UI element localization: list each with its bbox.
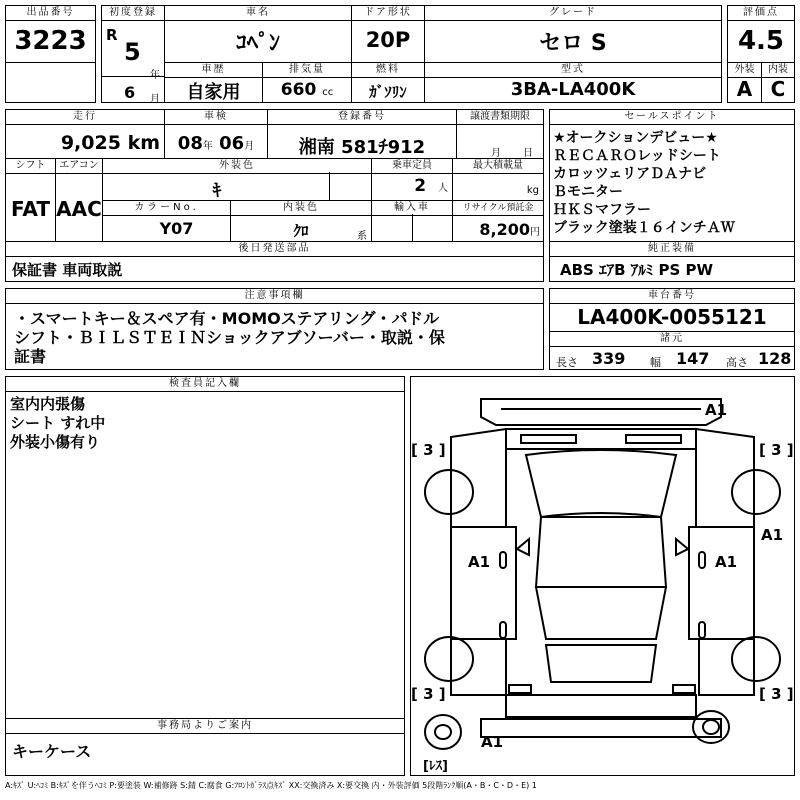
office-label: 事務局よりご案内 [6, 719, 404, 734]
sales-point: ＲＥＣＡＲＯレッドシート [553, 148, 721, 164]
reg-year: 5 [124, 38, 141, 66]
shift-label: シフト [6, 159, 55, 174]
inspection-cell [164, 109, 268, 159]
chassis-cell [549, 288, 795, 332]
office-cell [5, 718, 405, 776]
damage-mark-right-fender: A1 [761, 526, 784, 544]
sales-point: カロッツェリアＤＡナビ [553, 166, 707, 182]
transfer-label: 譲渡書類期限 [457, 110, 543, 125]
door-cell [351, 5, 425, 63]
capacity-cell [371, 158, 453, 201]
later-parts-cell [5, 241, 544, 282]
history: 自家用 [186, 82, 241, 103]
sales-point: ブラック塗装１６インチＡＷ [553, 220, 735, 236]
damage-mark-rear: A1 [481, 733, 504, 751]
inspector-notes: 室内内張傷 シート すれ中 外装小傷有り [10, 395, 106, 451]
legend: A:ｷｽﾞ U:ﾍｺﾐ B:ｷｽﾞを伴うﾍｺﾐ P:要塗装 W:補修跡 S:錆 C:腐食 G:ﾌﾛﾝﾄｶﾞﾗｽ点ｷｽﾞ XX:交換済み X:要交換 内・外装評価 5段階ﾗﾝｸ順(A・B・C・D・E) 1 [5, 781, 537, 790]
shift-cell [5, 158, 56, 242]
tire-mark-rear-right: [ 3 ] [759, 685, 794, 703]
reg-month: 6 [124, 83, 136, 102]
sales-point: ＨＫＳマフラー [553, 202, 651, 218]
fuel-label: 燃料 [352, 63, 424, 78]
car-diagram-cell [410, 376, 795, 776]
history-cell [164, 62, 263, 103]
sales-point: ★オークションデビュー★ [553, 130, 718, 146]
load-label: 最大積載量 [453, 159, 543, 174]
mileage-wrap [6, 132, 164, 158]
tire-mark-rear-left: [ 3 ] [411, 685, 446, 703]
displacement-unit: cc [322, 87, 334, 98]
model-cell [424, 62, 722, 103]
plate: 湘南 581ﾁ912 [298, 137, 426, 158]
score-label: 評価点 [728, 6, 794, 21]
car-body-diagram [411, 377, 794, 775]
shift: FAT [11, 197, 50, 221]
ac-cell [55, 158, 103, 242]
displacement: 660 [280, 80, 317, 100]
inspection-year-unit: 年 [202, 141, 213, 152]
door-label: ドア形状 [352, 6, 424, 21]
mileage: 9,025 [60, 132, 121, 154]
transfer-month: 月 [491, 148, 501, 159]
interior-grade-cell [761, 62, 795, 103]
color-no-label: カラーNo. [103, 201, 230, 216]
length-label: 長さ [556, 356, 578, 369]
width: 147 [676, 349, 710, 368]
ext-color-label: 外装色 [103, 159, 371, 174]
capacity: 2 [414, 176, 427, 196]
lot-number-label: 出品番号 [6, 6, 95, 21]
spare-tire-mark: [ﾚｽ] [423, 759, 448, 774]
notes-label: 注意事項欄 [6, 289, 543, 304]
notes-text: ・スマートキー＆スペア有・MOMOステアリング・パドル シフト・ＢＩＬＳＴＥＩＮショックアブソーバー・取説・保 証書 [14, 309, 445, 366]
first-registration-cell [101, 5, 165, 103]
tire-mark-front-left: [ 3 ] [411, 441, 446, 459]
sales-points-list [553, 129, 735, 237]
ext-color: ｷ [212, 181, 222, 201]
inspection-wrap [165, 133, 267, 158]
plate-cell [267, 109, 457, 159]
car-name: ｺﾍﾟﾝ [235, 31, 280, 56]
later-parts-label: 後日発送部品 [6, 242, 543, 257]
load-unit: kg [526, 185, 539, 196]
int-color-cell [230, 200, 372, 242]
sales-points-cell [549, 109, 795, 242]
door-type: 20P [365, 28, 411, 52]
grade-cell [424, 5, 722, 63]
notes-cell [5, 288, 544, 370]
sales-point: Ｂモニター [553, 184, 623, 200]
displacement-cell [262, 62, 352, 103]
model: 3BA-LA400K [510, 79, 636, 100]
inspection-month-unit: 月 [244, 141, 255, 152]
lot-blank-cell [5, 62, 96, 103]
interior-grade: C [770, 77, 786, 101]
inspection-month: 06 [219, 133, 245, 154]
recycle-label: リサイクル預託金 [453, 201, 543, 216]
plate-label: 登録番号 [268, 110, 456, 125]
transfer-day: 日 [523, 148, 533, 159]
lot-number-cell [5, 5, 96, 63]
score-cell [727, 5, 795, 63]
recycle-cell [452, 200, 544, 242]
recycle-unit: 円 [530, 227, 540, 238]
inspector-label: 検査員記入欄 [6, 377, 404, 392]
era: R [106, 26, 118, 44]
recycle-wrap [453, 220, 543, 241]
damage-mark-right-door: A1 [715, 553, 738, 571]
exterior-grade-label: 外装 [728, 63, 761, 78]
height: 128 [758, 349, 792, 368]
capacity-unit: 人 [438, 183, 448, 194]
recycle: 8,200 [479, 220, 530, 239]
ac: AAC [56, 197, 102, 221]
fuel: ｶﾞｿﾘﾝ [369, 83, 407, 101]
ext-color-cell [102, 158, 372, 201]
color-no: Y07 [159, 219, 194, 238]
displacement-value-wrap [263, 80, 351, 102]
genuine-cell [549, 241, 795, 282]
int-color-label: 内装色 [231, 201, 371, 216]
damage-mark-left-door: A1 [468, 553, 491, 571]
score: 4.5 [737, 26, 785, 56]
reg-month-unit: 月 [150, 94, 160, 103]
model-label: 型式 [425, 63, 721, 78]
sales-points-label: セールスポイント [550, 110, 794, 125]
mileage-unit: km [127, 132, 160, 154]
load-cell [452, 158, 544, 201]
genuine-label: 純正装備 [550, 242, 794, 257]
inspection-label: 車検 [165, 110, 267, 125]
tire-mark-front-right: [ 3 ] [759, 441, 794, 459]
capacity-wrap [372, 176, 452, 200]
capacity-label: 乗車定員 [372, 159, 452, 174]
dims-cell [549, 331, 795, 370]
transfer-cell [456, 109, 544, 159]
import-label: 輸入車 [372, 201, 452, 216]
lot-number: 3223 [14, 26, 87, 56]
width-label: 幅 [650, 356, 661, 369]
exterior-grade-cell [727, 62, 762, 103]
car-name-label: 車名 [165, 6, 351, 21]
inspection-year: 08 [177, 133, 203, 154]
interior-grade-label: 内装 [762, 63, 794, 78]
history-label: 車歴 [165, 63, 262, 78]
first-registration-label: 初度登録 [102, 6, 164, 21]
int-color-unit: 系 [357, 231, 367, 242]
ac-label: エアコン [56, 159, 102, 174]
inspector-cell [5, 376, 405, 719]
fuel-cell [351, 62, 425, 103]
dims-label: 諸元 [550, 332, 794, 347]
length: 339 [592, 349, 626, 368]
height-label: 高さ [726, 356, 748, 369]
chassis-label: 車台番号 [550, 289, 794, 304]
chassis-number: LA400K-0055121 [577, 305, 767, 329]
later-parts: 保証書 車両取説 [12, 261, 123, 279]
mileage-label: 走行 [6, 110, 164, 125]
int-color: ｸﾛ [293, 222, 309, 240]
damage-mark-front: A1 [705, 401, 728, 419]
grade-label: グレード [425, 6, 721, 21]
car-name-cell [164, 5, 352, 63]
displacement-label: 排気量 [263, 63, 351, 78]
mileage-cell [5, 109, 165, 159]
grade: セロ S [539, 31, 607, 56]
reg-year-unit [150, 66, 160, 81]
office-note: キーケース [12, 742, 92, 761]
genuine-equipment: ABS ｴｱB ｱﾙﾐ PS PW [560, 261, 714, 279]
exterior-grade: A [736, 77, 753, 101]
color-no-cell [102, 200, 231, 242]
